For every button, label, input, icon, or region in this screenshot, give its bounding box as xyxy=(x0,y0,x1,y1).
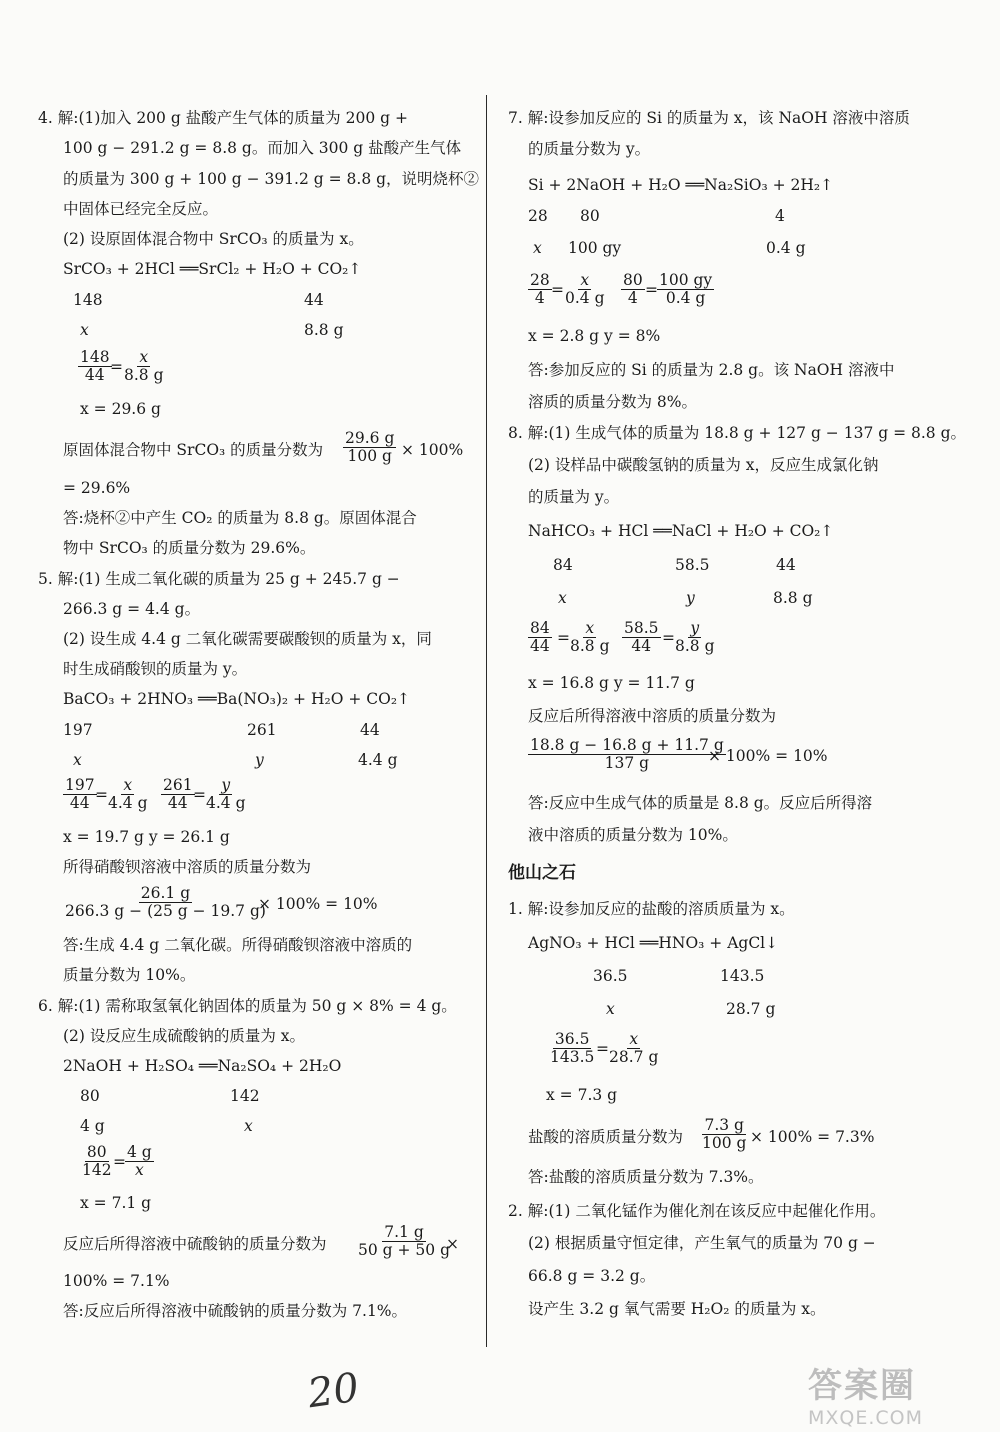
watermark-logo xyxy=(808,1358,988,1429)
q4-result: x = 29.6 g xyxy=(80,400,161,418)
q7-fraction-a1 xyxy=(528,272,552,307)
q6-percent-result: 100% = 7.1% xyxy=(63,1272,170,1290)
frac-num: x xyxy=(139,348,149,366)
frac-den: 8.8 g xyxy=(675,637,715,655)
q8-line3: 的质量为 y。 xyxy=(528,488,620,506)
q5-y: y xyxy=(255,751,264,769)
frac-den: 143.5 xyxy=(550,1048,595,1066)
q4-percent-text: 原固体混合物中 SrCO₃ 的质量分数为 xyxy=(63,441,324,459)
frac-num: 29.6 g xyxy=(345,429,395,447)
frac-num: 80 xyxy=(623,271,643,289)
q8-y: y xyxy=(686,589,695,607)
frac-num: 7.3 g xyxy=(704,1116,744,1134)
section-heading: 他山之石 xyxy=(508,863,576,883)
q5-fraction-a1 xyxy=(63,777,97,812)
s1-result: x = 7.3 g xyxy=(546,1086,618,1104)
q8-mass-84: 84 xyxy=(553,556,573,574)
q5-line4: 时生成硝酸钡的质量为 y。 xyxy=(63,660,248,678)
frac-den: 142 xyxy=(82,1161,112,1179)
q5-mass-261: 261 xyxy=(247,721,277,739)
q4-mass-148: 148 xyxy=(73,291,103,309)
s2-line1: 2. 解:(1) 二氧化锰作为催化剂在该反应中起催化作用。 xyxy=(508,1202,886,1220)
s1-fraction-1 xyxy=(548,1031,596,1066)
q4-line5: (2) 设原固体混合物中 SrCO₃ 的质量为 x。 xyxy=(63,230,364,248)
q6-percent-post: × xyxy=(446,1235,459,1253)
equals-sign: = xyxy=(193,786,206,804)
s2-line3: 66.8 g = 3.2 g。 xyxy=(528,1267,656,1285)
s1-mass-36.5: 36.5 xyxy=(593,967,628,985)
frac-den: 4 xyxy=(627,289,638,307)
s1-28.7g: 28.7 g xyxy=(726,1000,776,1018)
equals-sign: = xyxy=(551,281,564,299)
q5-line5: 所得硝酸钡溶液中溶质的质量分数为 xyxy=(63,858,312,876)
q8-x: x xyxy=(558,589,567,607)
q8-big-fraction xyxy=(528,737,726,772)
equals-sign: = xyxy=(95,786,108,804)
q7-100gy: 100 gy xyxy=(568,239,622,257)
frac-num: 84 xyxy=(530,619,550,637)
frac-den: 44 xyxy=(84,366,105,384)
frac-num: 28 xyxy=(530,271,550,289)
frac-den: 137 g xyxy=(604,754,650,772)
q8-line4: 反应后所得溶液中溶质的质量分数为 xyxy=(528,707,777,725)
equals-sign: = xyxy=(662,629,675,647)
s2-line4: 设产生 3.2 g 氧气需要 H₂O₂ 的质量为 x。 xyxy=(528,1300,826,1318)
frac-den: 44 xyxy=(631,637,652,655)
q7-fraction-b1 xyxy=(621,272,645,307)
q5-line3: (2) 设生成 4.4 g 二氧化碳需要碳酸钡的质量为 x，同 xyxy=(63,630,432,648)
q4-percent-fraction xyxy=(343,430,396,465)
q7-line2: 的质量分数为 y。 xyxy=(528,140,651,158)
q6-4g: 4 g xyxy=(80,1117,105,1135)
q6-line2: (2) 设反应生成硫酸钠的质量为 x。 xyxy=(63,1027,306,1045)
q5-fraction-a2 xyxy=(106,777,150,812)
frac-den: 0.4 g xyxy=(565,289,605,307)
q5-mass-44: 44 xyxy=(360,721,380,739)
frac-num: x xyxy=(123,776,133,794)
q7-x: x xyxy=(533,239,542,257)
handwritten-page-number: 20 xyxy=(305,1364,362,1418)
q4-fraction-2 xyxy=(122,349,166,384)
frac-den: 0.4 g xyxy=(665,289,706,307)
q7-equation: Si + 2NaOH + H₂O ══Na₂SiO₃ + 2H₂↑ xyxy=(528,176,834,194)
s1-x: x xyxy=(606,1000,615,1018)
frac-num: y xyxy=(221,776,231,794)
frac-num: 36.5 xyxy=(554,1030,590,1048)
q7-answer-1: 答:参加反应的 Si 的质量为 2.8 g。该 NaOH 溶液中 xyxy=(528,361,895,379)
q5-4.4g: 4.4 g xyxy=(358,751,398,769)
frac-num: 261 xyxy=(163,776,193,794)
frac-num: 18.8 g − 16.8 g + 11.7 g xyxy=(530,736,724,754)
q5-answer-2: 质量分数为 10%。 xyxy=(63,966,196,984)
watermark-url: MXQE.COM xyxy=(808,1407,924,1429)
frac-num: 148 xyxy=(80,348,110,366)
q7-mass-4: 4 xyxy=(775,207,785,225)
watermark-title: 答案圈 xyxy=(808,1366,916,1406)
frac-den: 50 g + 50 g xyxy=(358,1241,450,1259)
q4-mass-44: 44 xyxy=(304,291,324,309)
frac-den: 4 xyxy=(534,289,545,307)
q7-0.4g: 0.4 g xyxy=(766,239,806,257)
q4-8.8g: 8.8 g xyxy=(304,321,344,339)
frac-den: 28.7 g xyxy=(609,1048,659,1066)
frac-den: x xyxy=(134,1161,144,1179)
q5-line2: 266.3 g = 4.4 g。 xyxy=(63,600,201,618)
q8-result: x = 16.8 g y = 11.7 g xyxy=(528,674,695,692)
q8-fraction-b1 xyxy=(622,620,661,655)
q8-line1: 8. 解:(1) 生成气体的质量为 18.8 g + 127 g − 137 g = 8.8 g。 xyxy=(508,424,966,442)
q8-mass-44: 44 xyxy=(776,556,796,574)
q5-mass-197: 197 xyxy=(63,721,93,739)
q5-line1: 5. 解:(1) 生成二氧化碳的质量为 25 g + 245.7 g − xyxy=(38,570,400,588)
q4-percent-result: = 29.6% xyxy=(63,479,131,497)
q5-big-fraction xyxy=(63,885,268,920)
q4-line2: 100 g − 291.2 g = 8.8 g。而加入 300 g 盐酸产生气体 xyxy=(63,139,462,157)
q6-equation: 2NaOH + H₂SO₄ ══Na₂SO₄ + 2H₂O xyxy=(63,1057,342,1075)
q4-line1: 4. 解:(1)加入 200 g 盐酸产生气体的质量为 200 g + xyxy=(38,109,408,127)
q4-line4: 中固体已经完全反应。 xyxy=(63,200,219,218)
q7-fraction-a2 xyxy=(563,272,607,307)
q7-fraction-b2 xyxy=(657,272,714,307)
frac-den: 266.3 g − (25 g − 19.7 g) xyxy=(65,902,266,920)
q6-mass-80: 80 xyxy=(80,1087,100,1105)
s1-mass-143.5: 143.5 xyxy=(720,967,765,985)
q6-result: x = 7.1 g xyxy=(80,1194,152,1212)
q6-x: x xyxy=(244,1117,253,1135)
q6-fraction-1 xyxy=(80,1144,114,1179)
q5-equation: BaCO₃ + 2HNO₃ ══Ba(NO₃)₂ + H₂O + CO₂↑ xyxy=(63,690,411,708)
q8-fraction-a1 xyxy=(528,620,552,655)
q7-mass-80: 80 xyxy=(580,207,600,225)
s1-fraction-2 xyxy=(607,1031,660,1066)
s1-percent-text: 盐酸的溶质质量分数为 xyxy=(528,1128,684,1146)
frac-num: 26.1 g xyxy=(140,884,191,902)
frac-den: 44 xyxy=(530,637,550,655)
q8-8.8g: 8.8 g xyxy=(773,589,813,607)
equals-sign: = xyxy=(645,281,658,299)
q8-mass-58.5: 58.5 xyxy=(675,556,710,574)
frac-num: 80 xyxy=(86,1143,107,1161)
frac-num: 58.5 xyxy=(624,619,659,637)
frac-den: 4.4 g xyxy=(108,794,148,812)
frac-den: 8.8 g xyxy=(124,366,164,384)
q8-equation: NaHCO₃ + HCl ══NaCl + H₂O + CO₂↑ xyxy=(528,522,834,540)
s1-equation: AgNO₃ + HCl ══HNO₃ + AgCl↓ xyxy=(528,934,779,952)
q6-answer: 答:反应后所得溶液中硫酸钠的质量分数为 7.1%。 xyxy=(63,1302,408,1320)
frac-den: 100 g xyxy=(702,1134,747,1152)
q4-line3: 的质量为 300 g + 100 g − 391.2 g = 8.8 g，说明烧杯② xyxy=(63,170,480,188)
s2-line2: (2) 根据质量守恒定律，产生氧气的质量为 70 g − xyxy=(528,1234,876,1252)
frac-den: 4.4 g xyxy=(206,794,246,812)
q8-fraction-b2 xyxy=(673,620,717,655)
q8-line2: (2) 设样品中碳酸氢钠的质量为 x，反应生成氯化钠 xyxy=(528,456,879,474)
q6-fraction-2 xyxy=(125,1144,154,1179)
q5-big-post: × 100% = 10% xyxy=(258,895,378,913)
frac-den: 8.8 g xyxy=(570,637,610,655)
frac-num: x xyxy=(585,619,595,637)
s1-answer: 答:盐酸的溶质质量分数为 7.3%。 xyxy=(528,1168,764,1186)
equals-sign: = xyxy=(110,358,123,376)
frac-num: x xyxy=(629,1030,639,1048)
q6-mass-142: 142 xyxy=(230,1087,260,1105)
s1-line1: 1. 解:设参加反应的盐酸的溶质质量为 x。 xyxy=(508,900,795,918)
q7-line1: 7. 解:设参加反应的 Si 的质量为 x，该 NaOH 溶液中溶质 xyxy=(508,109,910,127)
equals-sign: = xyxy=(113,1153,126,1171)
frac-den: 44 xyxy=(167,794,188,812)
q4-fraction-1 xyxy=(78,349,112,384)
q5-answer-1: 答:生成 4.4 g 二氧化碳。所得硝酸钡溶液中溶质的 xyxy=(63,936,413,954)
equals-sign: = xyxy=(557,629,570,647)
q5-result: x = 19.7 g y = 26.1 g xyxy=(63,828,230,846)
q6-percent-text: 反应后所得溶液中硫酸钠的质量分数为 xyxy=(63,1235,327,1253)
q5-fraction-b1 xyxy=(161,777,195,812)
equals-sign: = xyxy=(596,1040,609,1058)
q8-fraction-a2 xyxy=(568,620,612,655)
frac-num: y xyxy=(690,619,700,637)
q6-line1: 6. 解:(1) 需称取氢氧化钠固体的质量为 50 g × 8% = 4 g。 xyxy=(38,997,457,1015)
s1-percent-post: × 100% = 7.3% xyxy=(750,1128,875,1146)
q8-big-post: × 100% = 10% xyxy=(708,747,828,765)
q7-answer-2: 溶质的质量分数为 8%。 xyxy=(528,393,698,411)
q4-answer-2: 物中 SrCO₃ 的质量分数为 29.6%。 xyxy=(63,539,316,557)
q8-answer-2: 液中溶质的质量分数为 10%。 xyxy=(528,826,738,844)
q6-percent-fraction xyxy=(356,1224,452,1259)
s1-percent-fraction xyxy=(700,1117,748,1152)
frac-num: 7.1 g xyxy=(384,1223,424,1241)
frac-num: x xyxy=(580,271,590,289)
frac-num: 100 gy xyxy=(659,271,713,289)
frac-den: 44 xyxy=(69,794,90,812)
q4-answer-1: 答:烧杯②中产生 CO₂ 的质量为 8.8 g。原固体混合 xyxy=(63,509,417,527)
q4-equation: SrCO₃ + 2HCl ══SrCl₂ + H₂O + CO₂↑ xyxy=(63,260,362,278)
q4-percent-post: × 100% xyxy=(401,441,464,459)
q8-answer-1: 答:反应中生成气体的质量是 8.8 g。反应后所得溶 xyxy=(528,794,873,812)
q5-fraction-b2 xyxy=(204,777,248,812)
column-divider xyxy=(486,95,487,1347)
frac-num: 197 xyxy=(65,776,95,794)
frac-den: 100 g xyxy=(347,447,392,465)
frac-num: 4 g xyxy=(127,1143,152,1161)
q5-x: x xyxy=(73,751,82,769)
q7-result: x = 2.8 g y = 8% xyxy=(528,327,661,345)
q7-mass-28: 28 xyxy=(528,207,548,225)
q4-x: x xyxy=(80,321,89,339)
